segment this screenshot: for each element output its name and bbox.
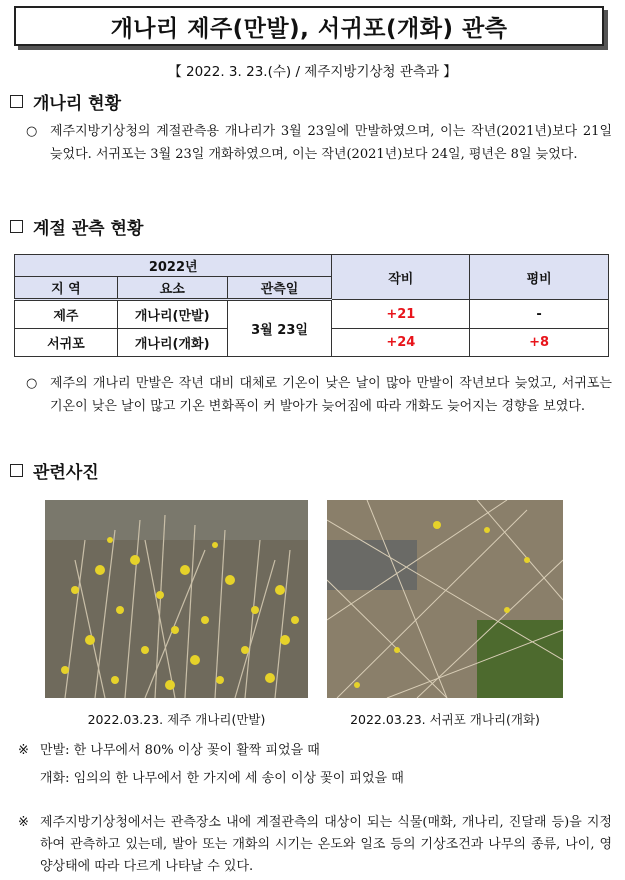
table-cell-region: 제주: [15, 300, 118, 329]
document-title-text: 개나리 제주(만발), 서귀포(개화) 관측: [110, 15, 508, 42]
photo-seogwipo-forsythia: [327, 500, 563, 698]
definition-first-bloom: 개화: 임의의 한 나무에서 한 가지에 세 송이 이상 꽃이 피었을 때: [40, 771, 404, 786]
table-header-element: 요소: [117, 277, 227, 300]
status-paragraph-text: 제주지방기상청의 계절관측용 개나리가 3월 23일에 만발하였으며, 이는 작년(2021년)보다 21일 늦었다. 서귀포는 3월 23일 개화하였으며, 이는 작년(2021년)보다 24일, 평년은 8일 늦었다.: [50, 124, 612, 162]
table-row: [15, 300, 609, 329]
circle-bullet-icon: ○: [26, 124, 38, 139]
reference-mark-icon: ※: [18, 743, 29, 758]
photo-seogwipo-caption: 2022.03.23. 서귀포 개나리(개화): [350, 712, 540, 727]
circle-bullet-icon: ○: [26, 376, 38, 391]
section-heading-photos-text: 관련사진: [33, 463, 99, 483]
section-heading-observation: [10, 214, 143, 239]
checkbox-square-icon: [10, 464, 23, 477]
table-cell-normal: -: [470, 300, 609, 329]
forsythia-bush-full-bloom-image: [45, 500, 308, 698]
section-heading-status: [10, 89, 121, 114]
section-heading-photos: [10, 458, 99, 483]
table-header-prev-year: 작비: [332, 255, 470, 300]
analysis-paragraph: [26, 372, 612, 418]
table-cell-date: 3월 23일: [227, 300, 332, 357]
section-heading-status-text: 개나리 현황: [33, 94, 122, 114]
table-cell-prev: +21: [332, 300, 470, 329]
table-cell-element: 개나리(만발): [117, 300, 227, 329]
table-header-normal-year: 평비: [470, 255, 609, 300]
observation-note-text: 제주지방기상청에서는 관측장소 내에 계절관측의 대상이 되는 식물(매화, 개나리, 진달래 등)을 지정하여 관측하고 있는데, 발아 또는 개화의 시기는 온도와 일조 등의 기상조건과 나무의 종류, 나이, 영양상태에 따라 다르게 나타날 수 있다.: [40, 815, 612, 874]
section-heading-observation-text: 계절 관측 현황: [33, 219, 144, 239]
definition-full-bloom: 만발: 한 나무에서 80% 이상 꽃이 활짝 피었을 때: [40, 743, 320, 758]
photo-jeju-caption: 2022.03.23. 제주 개나리(만발): [87, 712, 266, 727]
table-header-date: 관측일: [227, 277, 332, 300]
photo-jeju-forsythia: [45, 500, 308, 698]
table-header-year: 2022년: [15, 255, 332, 277]
reference-mark-icon: ※: [18, 815, 29, 830]
checkbox-square-icon: [10, 95, 23, 108]
definition-note: [18, 740, 612, 790]
table-cell-region: 서귀포: [15, 329, 118, 357]
table-header-region: 지 역: [15, 277, 118, 300]
document-title: [14, 6, 604, 46]
table-cell-element: 개나리(개화): [117, 329, 227, 357]
forsythia-branches-first-bloom-image: [327, 500, 563, 698]
checkbox-square-icon: [10, 220, 23, 233]
table-cell-normal: +8: [470, 329, 609, 357]
observation-table: [14, 254, 609, 357]
observation-note: [18, 812, 612, 878]
document-subtitle: 【 2022. 3. 23.(수) / 제주지방기상청 관측과 】: [168, 64, 457, 80]
analysis-paragraph-text: 제주의 개나리 만발은 작년 대비 대체로 기온이 낮은 날이 많아 만발이 작년보다 늦었고, 서귀포는 기온이 낮은 날이 많고 기온 변화폭이 커 발아가 늦어짐에 따라 개화도 늦어지는 경향을 보였다.: [50, 376, 612, 414]
table-cell-prev: +24: [332, 329, 470, 357]
status-paragraph: [26, 120, 612, 166]
